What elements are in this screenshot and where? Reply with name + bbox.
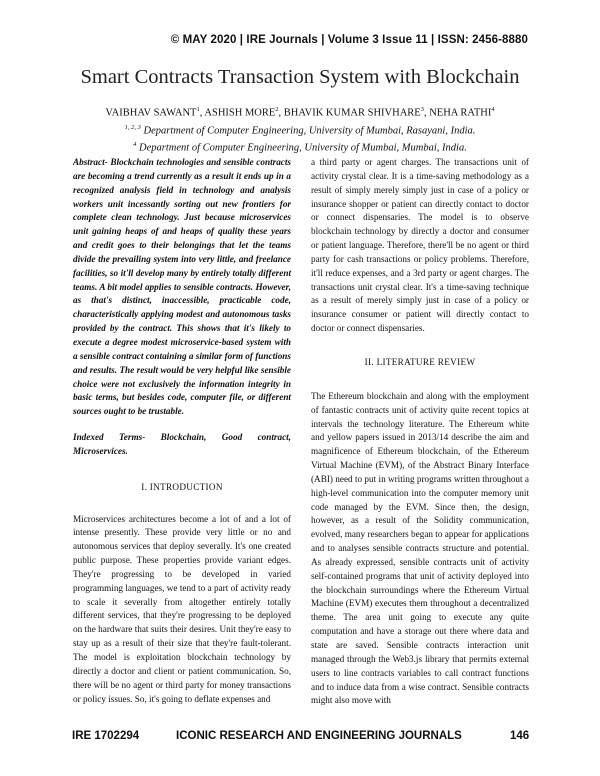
section-heading-introduction: I. INTRODUCTION (141, 481, 223, 492)
journal-header: © MAY 2020 | IRE Journals | Volume 3 Issue 11 | ISSN: 2456-8880 (170, 34, 528, 46)
affiliation-text: Department of Computer Engineering, University of Mumbai, Rasayani, India. (143, 125, 476, 136)
author-block (0, 103, 600, 156)
author-name: NEHA RATHI (429, 107, 492, 119)
author-name: ASHISH MORE (204, 107, 276, 119)
author-sup: 4 (491, 106, 495, 113)
affiliation-sup: 4 (133, 141, 137, 148)
author-sup: 2 (275, 106, 279, 113)
right-column (311, 156, 529, 708)
index-terms: Indexed Terms- Blockchain, Good contract, Microservices. (73, 432, 291, 456)
paper-title: Smart Contracts Transaction System with Blockchain (80, 66, 520, 88)
footer-journal-name: ICONIC RESEARCH AND ENGINEERING JOURNALS (176, 730, 462, 742)
author-name: VAIBHAV SAWANT (105, 107, 197, 119)
author-sup: 3 (420, 106, 424, 113)
introduction-continued: a third party or agent charges. The transactions unit of activity crystal clear. It is a time-saving methodology as a result of simply merely simply just in case of a policy or insurance shopper or patient can directly contact to doctor or connect dispensaries. The model is to observe blockchain technology by directly a doctor and consumer or patient language. Therefore, there'll be no agent or third party for cash transactions or policy problems. Therefore, it'll reduce expenses, and a 3rd party or agent charges. The transactions unit crystal clear. It's a time-saving technique as a result of merely simply just in case of a policy or insurance consumer or patient will directly contact to doctor or connect dispensaries. (311, 157, 529, 334)
affiliation (0, 121, 600, 139)
abstract: Abstract- Blockchain technologies and sensible contracts are becoming a trend currently as a result it ends up in a recognized analysis field in technology and analysis workers unit incessantly sorting out new frontiers for complete clean technology. Just because microservices unit gaining heaps of and heaps of quality these years and credit goes to their belongings that let the teams divide the prevailing system into very little, and freelance facilities, so it'll develop many by entirely totally different teams. A bit model applies to sensible contracts. However, as that's distinct, inaccessible, practicable code, characteristically applying modest and autonomous tasks provided by the contract. This shows that it's likely to execute a degree modest microservice-based system with a sensible contract containing a similar form of functions and results. The result would be very helpful like sensible choice were not exclusively the information integrity in basic terms, but besides code, computer file, or different sources ought to be trustable. (73, 157, 291, 417)
literature-review-text: The Ethereum blockchain and along with the employment of fantastic contracts unit of activity quite recent topics at intervals the technology literature. The Ethereum white and yellow papers issued in 2013/14 describe the aim and magnificence of Ethereum blockchain, of the Ethereum Virtual Machine (EVM), of the Abstract Binary Interface (ABI) need to put in writing programs written throughout a high-level communication into the computer memory unit code managed by the EVM. Since then, the design, however, as a result of the Solidity communication, evolved, many researchers began to appear for applications and to analyses sensible contracts structure and potential. As already expressed, sensible contracts unit of activity self-contained programs that unit of activity deployed into the blockchain surroundings where the Ethereum Virtual Machine (EVM) executes them throughout a decentralized theme. The area unit going to execute any quite computation and have a storage out there where data and state are saved. Sensible contracts interaction unit managed through the Web3.js library that permits external users to line contracts variables to call contract functions and to induce data from a wise contract. Sensible contracts might also move with (311, 390, 529, 706)
section-heading-literature-review: II. LITERATURE REVIEW (364, 356, 476, 367)
affiliation-text: Department of Computer Engineering, University of Mumbai, Mumbai, India. (139, 142, 467, 154)
footer-paper-id: IRE 1702294 (72, 730, 140, 742)
author-name: BHAVIK KUMAR SHIVHARE (283, 107, 421, 119)
affiliation (0, 138, 600, 156)
author-sup: 1 (196, 106, 200, 113)
page-number: 146 (510, 730, 530, 742)
author-list: VAIBHAV SAWANT$^1$, ASHISH MORE$^2$, BHAVIK KUMAR SHIVHARE$^3$, NEHA RATHI$^4$ (105, 106, 495, 119)
left-column (73, 156, 291, 706)
introduction-text: Microservices architectures become a lot of and a lot of intense presently. These provide very little or no and autonomous services that deploy severally. It's one created public purpose. These properties provide variant edges. They're progressing to be developed in varied programming languages, we tend to a part of activity ready to scale it severally from altogether entirely totally different services, that they're progressing to be deployed on the hardware that suits their desires. Unit they're easy to stay up as a result of their size that they're fault-tolerant. The model is exploitation blockchain technology by directly a doctor and client or patient communication. So, there will be no agent or third party for money transactions or policy issues. So, it's going to deflate expenses and (73, 513, 291, 704)
affiliation-sup: 1, 2, 3 (124, 123, 141, 131)
